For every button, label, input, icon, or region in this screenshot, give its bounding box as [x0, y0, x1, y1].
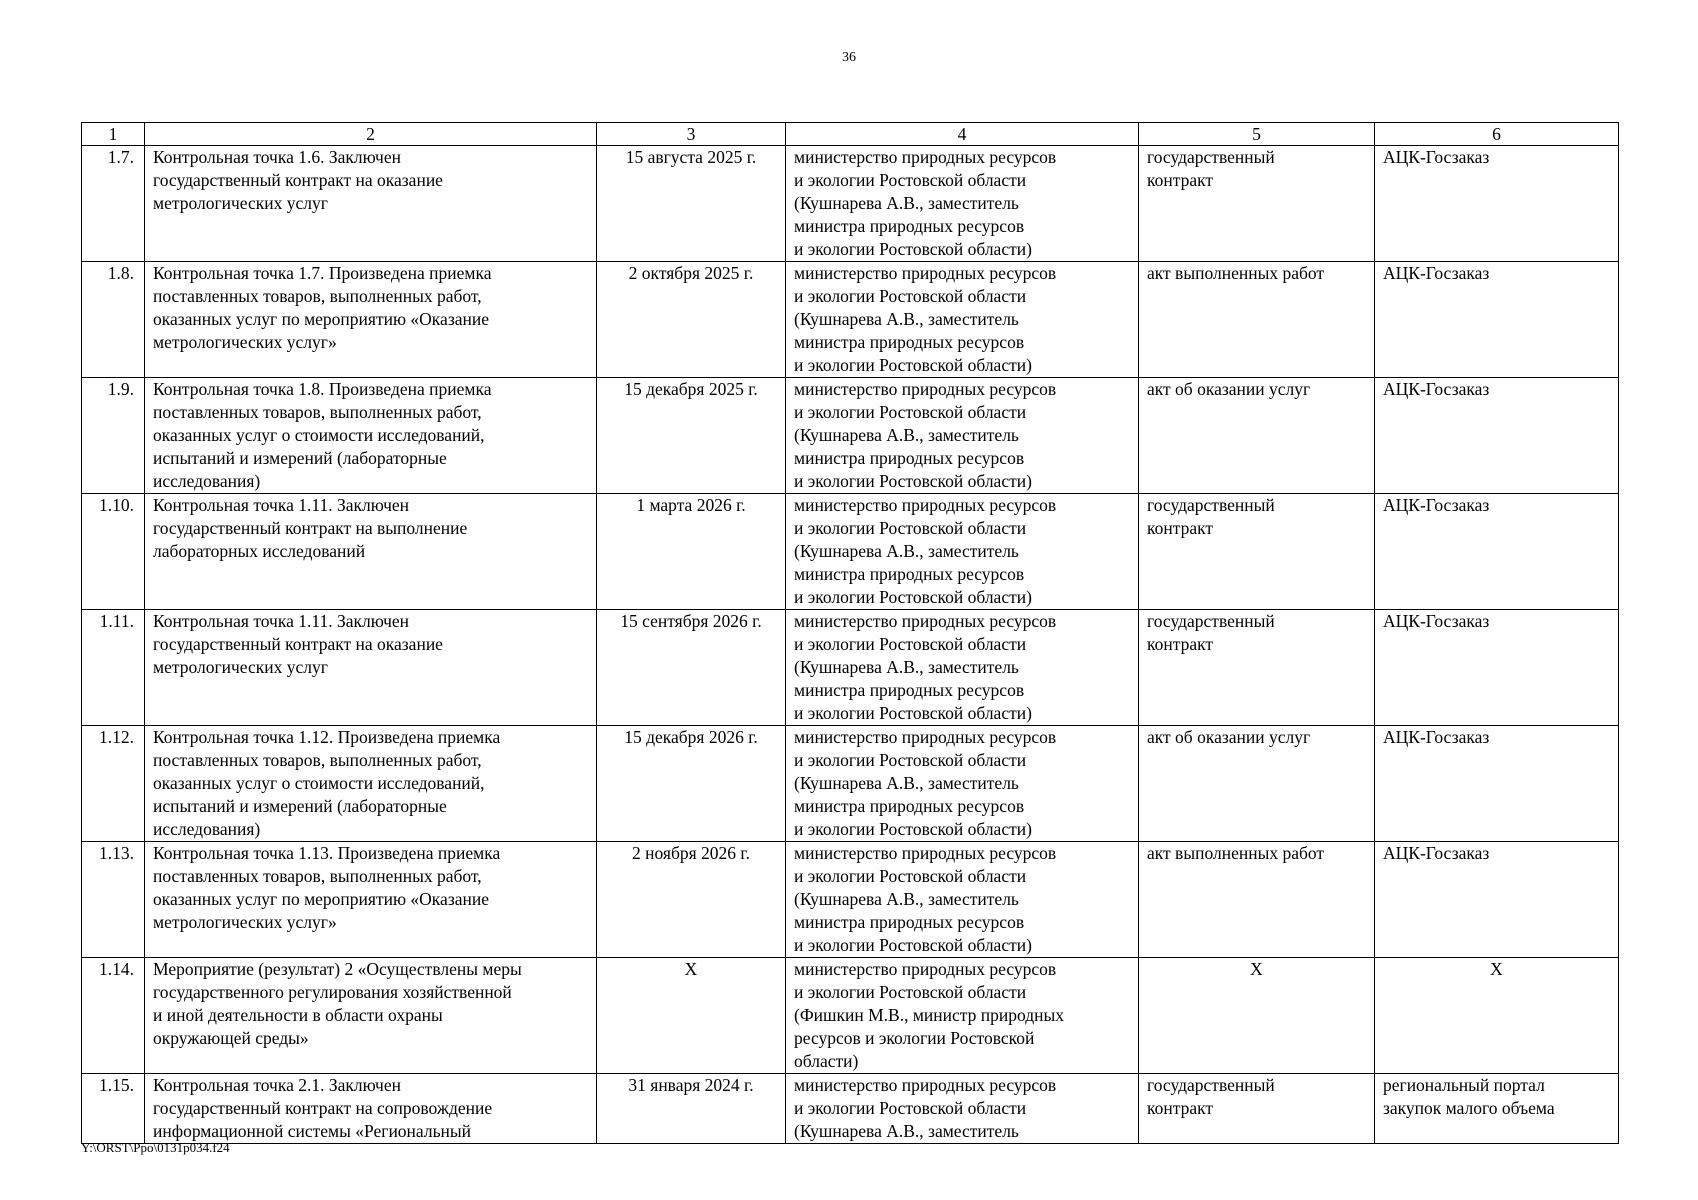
responsible-line: министерство природных ресурсов — [794, 379, 1057, 399]
event-name-line: исследования) — [153, 471, 261, 491]
document-cell — [1139, 262, 1375, 378]
responsible-line: министра природных ресурсов — [794, 332, 1025, 352]
responsible-line: министра природных ресурсов — [794, 680, 1025, 700]
document-line: акт выполненных работ — [1147, 843, 1325, 863]
responsible-line: министерство природных ресурсов — [794, 611, 1057, 631]
event-name-line: метрологических услуг — [153, 657, 328, 677]
event-name-cell — [145, 262, 597, 378]
responsible-line: и экологии Ростовской области — [794, 750, 1027, 770]
event-name-line: Контрольная точка 1.12. Произведена приемка — [153, 727, 501, 747]
event-name-cell — [145, 1074, 597, 1144]
column-number-row — [82, 123, 1619, 146]
responsible-line: министерство природных ресурсов — [794, 147, 1057, 167]
event-name-line: метрологических услуг» — [153, 332, 337, 352]
information-system-cell — [1375, 146, 1619, 262]
information-system-line: АЦК-Госзаказ — [1383, 379, 1490, 399]
responsible-cell — [786, 378, 1139, 494]
responsible-line: и экологии Ростовской области — [794, 634, 1027, 654]
event-name-cell — [145, 494, 597, 610]
information-system-line: X — [1490, 959, 1503, 979]
document-cell — [1139, 1074, 1375, 1144]
responsible-line: министерство природных ресурсов — [794, 495, 1057, 515]
information-system-cell — [1375, 842, 1619, 958]
document-cell — [1139, 610, 1375, 726]
event-name-line: поставленных товаров, выполненных работ, — [153, 866, 482, 886]
information-system-cell — [1375, 1074, 1619, 1144]
row-number-cell: 1.10. — [82, 494, 145, 610]
responsible-line: и экологии Ростовской области) — [794, 471, 1032, 491]
responsible-line: (Кушнарева А.В., заместитель — [794, 889, 1019, 909]
table-row — [82, 494, 1619, 610]
event-name-line: поставленных товаров, выполненных работ, — [153, 750, 482, 770]
responsible-line: (Кушнарева А.В., заместитель — [794, 541, 1019, 561]
row-number-cell: 1.11. — [82, 610, 145, 726]
responsible-line: и экологии Ростовской области — [794, 402, 1027, 422]
responsible-line: и экологии Ростовской области) — [794, 355, 1032, 375]
page-number: 36 — [842, 50, 856, 65]
document-line: государственный — [1147, 1075, 1275, 1095]
information-system-line: АЦК-Госзаказ — [1383, 263, 1490, 283]
row-number-cell: 1.8. — [82, 262, 145, 378]
information-system-line: АЦК-Госзаказ — [1383, 147, 1490, 167]
row-number-cell: 1.13. — [82, 842, 145, 958]
responsible-line: и экологии Ростовской области) — [794, 935, 1032, 955]
table-row — [82, 958, 1619, 1074]
document-cell — [1139, 726, 1375, 842]
event-name-cell — [145, 958, 597, 1074]
responsible-line: министерство природных ресурсов — [794, 727, 1057, 747]
responsible-line: министра природных ресурсов — [794, 448, 1025, 468]
deadline-cell: 15 августа 2025 г. — [597, 146, 786, 262]
responsible-cell — [786, 958, 1139, 1074]
event-name-cell — [145, 610, 597, 726]
responsible-line: (Кушнарева А.В., заместитель — [794, 425, 1019, 445]
column-number: 4 — [786, 123, 1139, 146]
responsible-line: министерство природных ресурсов — [794, 959, 1057, 979]
row-number-cell: 1.14. — [82, 958, 145, 1074]
column-number: 3 — [597, 123, 786, 146]
information-system-cell — [1375, 610, 1619, 726]
event-name-line: лабораторных исследований — [153, 541, 366, 561]
column-number: 1 — [82, 123, 145, 146]
information-system-cell — [1375, 378, 1619, 494]
information-system-line: закупок малого объема — [1383, 1098, 1555, 1118]
event-name-line: информационной системы «Региональный — [153, 1121, 472, 1141]
document-line: контракт — [1147, 1098, 1214, 1118]
document-line: контракт — [1147, 170, 1214, 190]
event-name-line: метрологических услуг» — [153, 912, 337, 932]
event-name-line: оказанных услуг по мероприятию «Оказание — [153, 309, 489, 329]
responsible-cell — [786, 610, 1139, 726]
event-name-line: Мероприятие (результат) 2 «Осуществлены меры — [153, 959, 522, 979]
responsible-line: (Кушнарева А.В., заместитель — [794, 1121, 1019, 1141]
event-name-line: испытаний и измерений (лабораторные — [153, 448, 447, 468]
document-line: государственный — [1147, 611, 1275, 631]
event-name-line: государственный контракт на оказание — [153, 634, 443, 654]
table-row — [82, 378, 1619, 494]
document-cell — [1139, 958, 1375, 1074]
document-cell — [1139, 842, 1375, 958]
information-system-line: АЦК-Госзаказ — [1383, 727, 1490, 747]
document-line: контракт — [1147, 634, 1214, 654]
event-name-line: оказанных услуг о стоимости исследований, — [153, 773, 485, 793]
information-system-line: АЦК-Госзаказ — [1383, 843, 1490, 863]
deadline-cell: X — [597, 958, 786, 1074]
event-name-cell — [145, 146, 597, 262]
document-line: акт об оказании услуг — [1147, 727, 1311, 747]
responsible-line: области) — [794, 1051, 859, 1071]
event-name-line: Контрольная точка 1.6. Заключен — [153, 147, 401, 167]
event-name-line: и иной деятельности в области охраны — [153, 1005, 443, 1025]
table-row — [82, 1074, 1619, 1144]
responsible-line: министерство природных ресурсов — [794, 263, 1057, 283]
file-path-footer: Y:\ORST\Ppo\0131p034.f24 — [81, 1140, 230, 1155]
information-system-cell — [1375, 958, 1619, 1074]
information-system-line: региональный портал — [1383, 1075, 1545, 1095]
responsible-line: и экологии Ростовской области — [794, 866, 1027, 886]
event-name-line: государственного регулирования хозяйственной — [153, 982, 512, 1002]
responsible-line: министра природных ресурсов — [794, 216, 1025, 236]
responsible-line: и экологии Ростовской области — [794, 518, 1027, 538]
event-name-cell — [145, 726, 597, 842]
responsible-line: и экологии Ростовской области) — [794, 703, 1032, 723]
event-name-line: окружающей среды» — [153, 1028, 309, 1048]
responsible-line: министерство природных ресурсов — [794, 843, 1057, 863]
responsible-line: (Кушнарева А.В., заместитель — [794, 657, 1019, 677]
responsible-line: министра природных ресурсов — [794, 564, 1025, 584]
deadline-cell: 1 марта 2026 г. — [597, 494, 786, 610]
event-name-line: государственный контракт на выполнение — [153, 518, 468, 538]
information-system-line: АЦК-Госзаказ — [1383, 611, 1490, 631]
document-cell — [1139, 494, 1375, 610]
document-line: государственный — [1147, 495, 1275, 515]
document-line: контракт — [1147, 518, 1214, 538]
responsible-line: министра природных ресурсов — [794, 912, 1025, 932]
document-cell — [1139, 378, 1375, 494]
event-name-cell — [145, 842, 597, 958]
event-name-line: оказанных услуг по мероприятию «Оказание — [153, 889, 489, 909]
row-number-cell: 1.12. — [82, 726, 145, 842]
responsible-line: (Фишкин М.В., министр природных — [794, 1005, 1065, 1025]
information-system-cell — [1375, 494, 1619, 610]
event-name-line: государственный контракт на оказание — [153, 170, 443, 190]
event-name-line: оказанных услуг о стоимости исследований, — [153, 425, 485, 445]
document-line: акт об оказании услуг — [1147, 379, 1311, 399]
responsible-line: (Кушнарева А.В., заместитель — [794, 773, 1019, 793]
table-row — [82, 726, 1619, 842]
event-name-line: Контрольная точка 1.7. Произведена приемка — [153, 263, 492, 283]
event-name-line: Контрольная точка 1.11. Заключен — [153, 611, 410, 631]
responsible-line: и экологии Ростовской области) — [794, 819, 1032, 839]
event-name-line: испытаний и измерений (лабораторные — [153, 796, 447, 816]
responsible-line: министерство природных ресурсов — [794, 1075, 1057, 1095]
document-line: акт выполненных работ — [1147, 263, 1325, 283]
event-name-line: поставленных товаров, выполненных работ, — [153, 286, 482, 306]
table-body — [82, 123, 1619, 1144]
responsible-line: (Кушнарева А.В., заместитель — [794, 193, 1019, 213]
event-name-line: Контрольная точка 1.13. Произведена приемка — [153, 843, 501, 863]
table-row — [82, 842, 1619, 958]
document-cell — [1139, 146, 1375, 262]
document-line: государственный — [1147, 147, 1275, 167]
event-name-line: исследования) — [153, 819, 261, 839]
table-row — [82, 146, 1619, 262]
responsible-line: министра природных ресурсов — [794, 796, 1025, 816]
responsible-cell — [786, 262, 1139, 378]
deadline-cell: 31 января 2024 г. — [597, 1074, 786, 1144]
implementation-plan-table — [81, 122, 1619, 1144]
responsible-cell — [786, 726, 1139, 842]
responsible-line: (Кушнарева А.В., заместитель — [794, 309, 1019, 329]
responsible-cell — [786, 146, 1139, 262]
row-number-cell: 1.9. — [82, 378, 145, 494]
responsible-cell — [786, 842, 1139, 958]
information-system-line: АЦК-Госзаказ — [1383, 495, 1490, 515]
column-number: 2 — [145, 123, 597, 146]
document-line: X — [1250, 959, 1263, 979]
event-name-line: Контрольная точка 2.1. Заключен — [153, 1075, 401, 1095]
event-name-line: государственный контракт на сопровождение — [153, 1098, 493, 1118]
deadline-cell: 15 декабря 2026 г. — [597, 726, 786, 842]
row-number-cell: 1.15. — [82, 1074, 145, 1144]
deadline-cell: 15 декабря 2025 г. — [597, 378, 786, 494]
responsible-line: и экологии Ростовской области — [794, 1098, 1027, 1118]
deadline-cell: 2 ноября 2026 г. — [597, 842, 786, 958]
event-name-line: поставленных товаров, выполненных работ, — [153, 402, 482, 422]
column-number: 5 — [1139, 123, 1375, 146]
deadline-cell: 15 сентября 2026 г. — [597, 610, 786, 726]
responsible-line: и экологии Ростовской области — [794, 286, 1027, 306]
table-row — [82, 262, 1619, 378]
responsible-line: и экологии Ростовской области) — [794, 587, 1032, 607]
responsible-cell — [786, 1074, 1139, 1144]
information-system-cell — [1375, 262, 1619, 378]
responsible-line: и экологии Ростовской области) — [794, 239, 1032, 259]
information-system-cell — [1375, 726, 1619, 842]
event-name-cell — [145, 378, 597, 494]
event-name-line: Контрольная точка 1.11. Заключен — [153, 495, 410, 515]
table-row — [82, 610, 1619, 726]
responsible-line: и экологии Ростовской области — [794, 170, 1027, 190]
deadline-cell: 2 октября 2025 г. — [597, 262, 786, 378]
column-number: 6 — [1375, 123, 1619, 146]
row-number-cell: 1.7. — [82, 146, 145, 262]
event-name-line: Контрольная точка 1.8. Произведена приемка — [153, 379, 492, 399]
responsible-line: и экологии Ростовской области — [794, 982, 1027, 1002]
event-name-line: метрологических услуг — [153, 193, 328, 213]
responsible-cell — [786, 494, 1139, 610]
responsible-line: ресурсов и экологии Ростовской — [794, 1028, 1035, 1048]
